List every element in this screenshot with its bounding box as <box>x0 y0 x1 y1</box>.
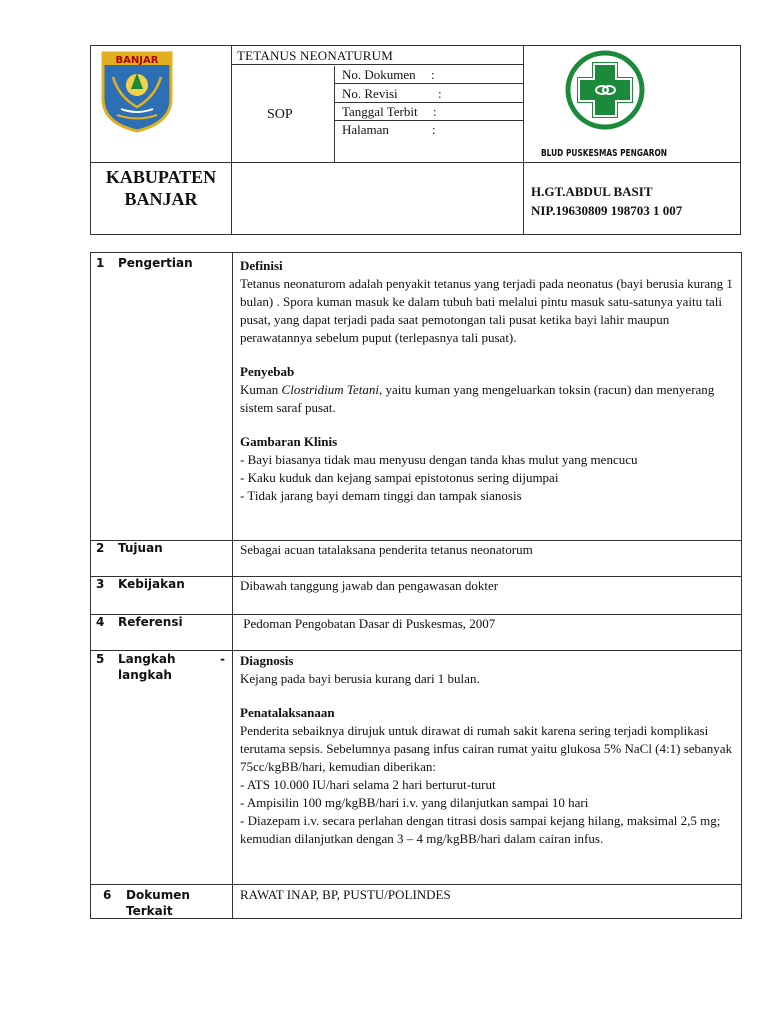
signer-nip: NIP.19630809 198703 1 007 <box>531 203 683 218</box>
penyebab-heading: Penyebab <box>240 364 295 379</box>
meta-halaman-colon: : <box>432 122 436 137</box>
penatalaksanaan-heading: Penatalaksanaan <box>240 705 335 720</box>
sop-label: SOP <box>267 107 293 122</box>
document-title: TETANUS NEONATURUM <box>237 48 394 63</box>
penatalaksanaan-item: - Ampisilin 100 mg/kgBB/hari i.v. yang dilanjutkan sampai 10 hari <box>240 795 589 810</box>
meta-no-dokumen-label: No. Dokumen <box>342 67 416 82</box>
definisi-heading: Definisi <box>240 258 283 273</box>
emblem-banner-text: BANJAR <box>115 55 159 66</box>
penatalaksanaan-item: - ATS 10.000 IU/hari selama 2 hari berturut-turut <box>240 777 496 792</box>
section-label-tujuan: Tujuan <box>118 541 163 555</box>
signer-name: H.GT.ABDUL BASIT <box>531 184 653 199</box>
meta-halaman-label: Halaman <box>342 122 389 137</box>
section-body-dokumen: RAWAT INAP, BP, PUSTU/POLINDES <box>240 887 451 902</box>
section-label-pengertian: Pengertian <box>118 256 193 270</box>
penatalaksanaan-item: - Diazepam i.v. secara perlahan dengan titrasi dosis sampai kejang hilang, maksimal 2,5 mg; kemudian dilanjutkan dengan 3 – 4 mg/kgBB/hari dalam cairan infus. <box>240 813 721 846</box>
meta-tanggal-terbit-colon: : <box>433 104 437 119</box>
section-label-langkah-dash: - <box>220 652 225 666</box>
meta-no-revisi-colon: : <box>438 86 442 101</box>
puskesmas-name: BLUD PUSKESMAS PENGARON <box>541 148 667 159</box>
gambaran-item: - Bayi biasanya tidak mau menyusu dengan tanda khas mulut yang mencucu <box>240 452 638 467</box>
regency-name <box>91 166 231 210</box>
meta-tanggal-terbit-label: Tanggal Terbit <box>342 104 418 119</box>
section-number-tujuan: 2 <box>96 541 105 555</box>
section-body-kebijakan: Dibawah tanggung jawab dan pengawasan dokter <box>240 578 499 593</box>
section-number-kebijakan: 3 <box>96 577 105 591</box>
section-label-dokumen-1: Dokumen <box>126 888 190 902</box>
sop-header-table <box>90 45 741 235</box>
puskesmas-cross-logo <box>541 50 696 162</box>
banjar-regency-emblem <box>99 49 175 133</box>
section-number-dokumen: 6 <box>103 888 112 902</box>
regency-line-1: KABUPATEN <box>105 167 217 187</box>
section-body-tujuan: Sebagai acuan tatalaksana penderita tetanus neonatorum <box>240 542 533 557</box>
section-number-referensi: 4 <box>96 615 105 629</box>
gambaran-item: - Tidak jarang bayi demam tinggi dan tampak sianosis <box>240 488 522 503</box>
section-body-langkah <box>240 652 737 848</box>
section-body-pengertian <box>240 257 737 505</box>
section-label-langkah-2: langkah <box>118 668 172 682</box>
section-number-pengertian: 1 <box>96 256 105 270</box>
section-label-dokumen-2: Terkait <box>126 904 173 918</box>
sop-content-table <box>90 252 742 919</box>
penyebab-pre: Kuman <box>240 382 282 397</box>
penyebab-text <box>240 381 737 417</box>
section-label-langkah-1: Langkah <box>118 652 176 666</box>
diagnosis-text: Kejang pada bayi berusia kurang dari 1 bulan. <box>240 671 480 686</box>
meta-no-dokumen-colon: : <box>431 67 435 82</box>
section-body-referensi: Pedoman Pengobatan Dasar di Puskesmas, 2007 <box>240 616 496 631</box>
gambaran-item: - Kaku kuduk dan kejang sampai epistotonus sering dijumpai <box>240 470 559 485</box>
penyebab-organism: Clostridium Tetani <box>281 382 379 397</box>
section-number-langkah: 5 <box>96 652 105 666</box>
section-label-kebijakan: Kebijakan <box>118 577 185 591</box>
definisi-text: Tetanus neonaturom adalah penyakit tetanus yang terjadi pada neonatus (bayi berusia kurang 1 bulan) . Spora kuman masuk ke dalam tubuh bati melalui pintu masuk satu-satunya yaitu tali pusat, yang dapat terjadi pada saat pemotongan tali pusat ketika bayi lahir maupun perawatannya sebelum puput (terlepasnya tali pusat). <box>240 276 733 345</box>
diagnosis-heading: Diagnosis <box>240 653 294 668</box>
regency-line-2: BANJAR <box>124 189 198 209</box>
meta-no-revisi-label: No. Revisi <box>342 86 398 101</box>
gambaran-heading: Gambaran Klinis <box>240 434 338 449</box>
section-label-referensi: Referensi <box>118 615 183 629</box>
signer-block <box>531 182 682 220</box>
penyebab-post: , yaitu kuman yang mengeluarkan toksin (racun) dan menyerang sistem saraf pusat. <box>240 382 715 415</box>
penatalaksanaan-text: Penderita sebaiknya dirujuk untuk dirawat di rumah sakit karena sering terjadi komplikasi terutama sepsis. Sebelumnya pasang infus cairan rumat yaitu glukosa 5% NaCl (4:1) sebanyak 75cc/kgBB/hari, kemudian diberikan: <box>240 723 733 774</box>
